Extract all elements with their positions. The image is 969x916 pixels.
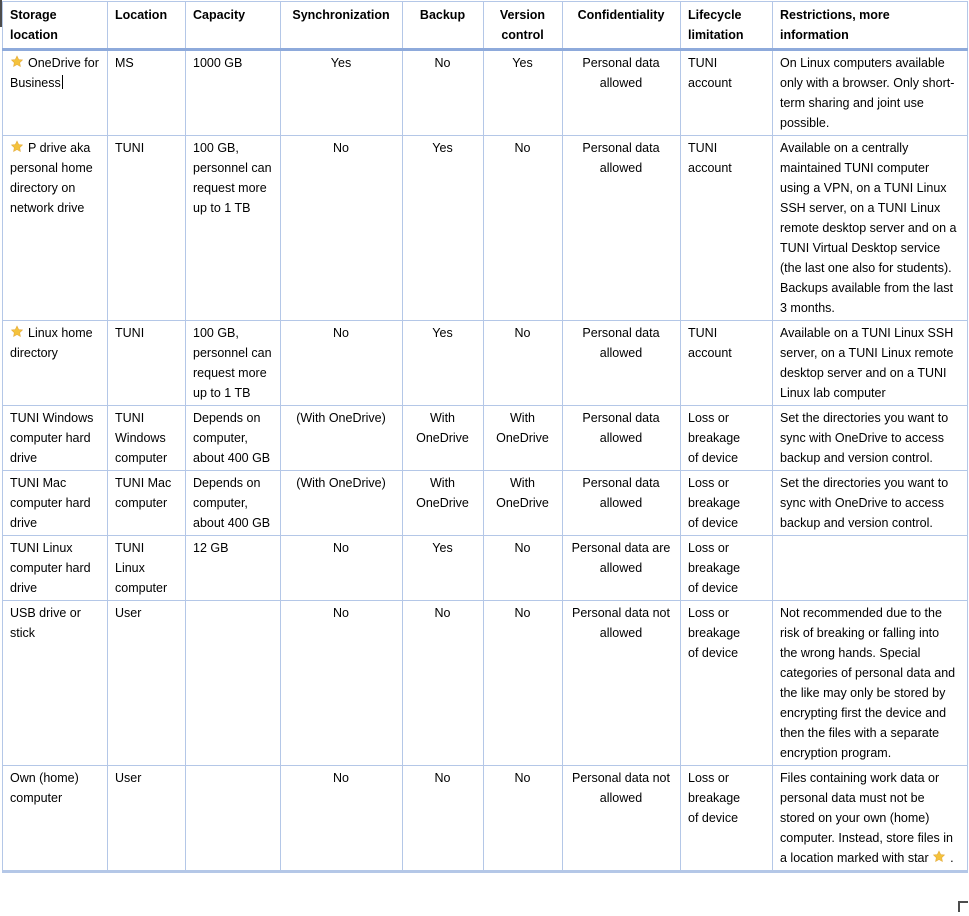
- cell-synchronization[interactable]: No: [281, 766, 403, 872]
- cell-location[interactable]: MS: [108, 50, 186, 136]
- cell-location[interactable]: User: [108, 601, 186, 766]
- header-location[interactable]: Location: [108, 2, 186, 50]
- cell-lifecycle[interactable]: Loss or breakage of device: [681, 471, 773, 536]
- star-icon: [932, 849, 946, 862]
- table-row: [3, 471, 968, 536]
- table-row: [3, 321, 968, 406]
- storage-label: TUNI Mac computer hard drive: [10, 476, 91, 530]
- cell-storage[interactable]: [3, 601, 108, 766]
- cell-capacity[interactable]: 1000 GB: [186, 50, 281, 136]
- cell-synchronization[interactable]: No: [281, 536, 403, 601]
- cell-location[interactable]: TUNI: [108, 321, 186, 406]
- cell-lifecycle[interactable]: Loss or breakage of device: [681, 601, 773, 766]
- storage-locations-table: [2, 1, 968, 873]
- cell-lifecycle[interactable]: TUNI account: [681, 321, 773, 406]
- cell-version_control[interactable]: No: [484, 766, 563, 872]
- restrictions-text: Files containing work data or personal data must not be stored on your own (home) computer. Instead, store files in a location marked with star: [780, 771, 954, 865]
- cell-lifecycle[interactable]: Loss or breakage of device: [681, 766, 773, 872]
- restrictions-text: Available on a centrally maintained TUNI computer using a VPN, on a TUNI Linux SSH server, on a TUNI Linux remote desktop server and on a TUNI Virtual Desktop service (the last one also for students). Backups available from the last 3 months.: [780, 141, 957, 315]
- cell-capacity[interactable]: 100 GB, personnel can request more up to 1 TB: [186, 321, 281, 406]
- page-edge-artifact: [0, 0, 2, 27]
- table-row: [3, 136, 968, 321]
- header-backup[interactable]: Backup: [403, 2, 484, 50]
- cell-confidentiality[interactable]: Personal data allowed: [563, 406, 681, 471]
- star-icon: [10, 54, 24, 67]
- cell-backup[interactable]: Yes: [403, 136, 484, 321]
- cell-storage[interactable]: [3, 136, 108, 321]
- cell-backup[interactable]: No: [403, 766, 484, 872]
- header-capacity[interactable]: Capacity: [186, 2, 281, 50]
- header-synchronization[interactable]: Synchronization: [281, 2, 403, 50]
- cell-version_control[interactable]: With OneDrive: [484, 471, 563, 536]
- cell-capacity[interactable]: Depends on computer, about 400 GB: [186, 471, 281, 536]
- cell-lifecycle[interactable]: Loss or breakage of device: [681, 406, 773, 471]
- cell-lifecycle[interactable]: TUNI account: [681, 50, 773, 136]
- star-icon: [10, 139, 24, 152]
- cell-restrictions[interactable]: [773, 471, 968, 536]
- cell-version_control[interactable]: No: [484, 321, 563, 406]
- header-restrictions[interactable]: Restrictions, more information: [773, 2, 968, 50]
- cell-storage[interactable]: [3, 406, 108, 471]
- cell-restrictions[interactable]: [773, 536, 968, 601]
- table-header: [3, 2, 968, 50]
- header-confidentiality[interactable]: Confidentiality: [563, 2, 681, 50]
- restrictions-text: Set the directories you want to sync with OneDrive to access backup and version control.: [780, 476, 949, 530]
- cell-storage[interactable]: [3, 321, 108, 406]
- cell-confidentiality[interactable]: Personal data allowed: [563, 136, 681, 321]
- header-version-control[interactable]: Version control: [484, 2, 563, 50]
- cell-capacity[interactable]: 12 GB: [186, 536, 281, 601]
- cell-lifecycle[interactable]: Loss or breakage of device: [681, 536, 773, 601]
- star-icon: [10, 324, 24, 337]
- restrictions-text: On Linux computers available only with a browser. Only short-term sharing and joint use possible.: [780, 56, 955, 130]
- storage-label: TUNI Windows computer hard drive: [10, 411, 94, 465]
- cell-capacity[interactable]: [186, 601, 281, 766]
- table-row: [3, 50, 968, 136]
- cell-storage[interactable]: [3, 471, 108, 536]
- storage-label: USB drive or stick: [10, 606, 81, 640]
- cell-restrictions[interactable]: [773, 601, 968, 766]
- storage-label: Linux home directory: [10, 326, 93, 360]
- restrictions-text: Set the directories you want to sync with OneDrive to access backup and version control.: [780, 411, 949, 465]
- cell-confidentiality[interactable]: Personal data allowed: [563, 321, 681, 406]
- cell-synchronization[interactable]: No: [281, 136, 403, 321]
- storage-label: OneDrive for Business: [10, 56, 99, 90]
- cell-restrictions[interactable]: Files containing work data or personal data must not be stored on your own (home) computer. Instead, store files in a location marked with star .: [773, 766, 968, 872]
- cell-synchronization[interactable]: No: [281, 321, 403, 406]
- cell-restrictions[interactable]: [773, 136, 968, 321]
- storage-label: Own (home) computer: [10, 771, 79, 805]
- cell-synchronization[interactable]: (With OneDrive): [281, 406, 403, 471]
- header-lifecycle-limitation[interactable]: Lifecycle limitation: [681, 2, 773, 50]
- cell-storage[interactable]: [3, 536, 108, 601]
- table-body: [3, 50, 968, 872]
- table-row: [3, 601, 968, 766]
- cell-synchronization[interactable]: No: [281, 601, 403, 766]
- cell-synchronization[interactable]: (With OneDrive): [281, 471, 403, 536]
- cell-backup[interactable]: No: [403, 50, 484, 136]
- header-storage-location[interactable]: Storage location: [3, 2, 108, 50]
- cell-restrictions[interactable]: [773, 50, 968, 136]
- cell-version_control[interactable]: No: [484, 601, 563, 766]
- cell-backup[interactable]: With OneDrive: [403, 471, 484, 536]
- cell-backup[interactable]: With OneDrive: [403, 406, 484, 471]
- cell-confidentiality[interactable]: Personal data allowed: [563, 50, 681, 136]
- restrictions-text: Not recommended due to the risk of breaking or falling into the wrong hands. Special categories of personal data and the like may only be stored by encrypting first the device and then the files with a separate encryption program.: [780, 606, 956, 760]
- cell-capacity[interactable]: 100 GB, personnel can request more up to 1 TB: [186, 136, 281, 321]
- table-row: [3, 406, 968, 471]
- cell-restrictions[interactable]: [773, 406, 968, 471]
- cell-backup[interactable]: No: [403, 601, 484, 766]
- storage-label: P drive aka personal home directory on network drive: [10, 141, 93, 215]
- cell-backup[interactable]: Yes: [403, 321, 484, 406]
- cell-confidentiality[interactable]: Personal data not allowed: [563, 766, 681, 872]
- cell-version_control[interactable]: Yes: [484, 50, 563, 136]
- storage-label: TUNI Linux computer hard drive: [10, 541, 91, 595]
- table-row: [3, 766, 968, 872]
- cell-capacity[interactable]: Depends on computer, about 400 GB: [186, 406, 281, 471]
- table-resize-handle[interactable]: [958, 901, 968, 912]
- cell-location[interactable]: TUNI Windows computer: [108, 406, 186, 471]
- restrictions-text: Available on a TUNI Linux SSH server, on a TUNI Linux remote desktop server and on a TUNI Linux lab computer: [780, 326, 954, 400]
- text-cursor: [62, 75, 63, 89]
- cell-storage[interactable]: [3, 50, 108, 136]
- cell-restrictions[interactable]: [773, 321, 968, 406]
- cell-version_control[interactable]: No: [484, 536, 563, 601]
- cell-confidentiality[interactable]: Personal data are allowed: [563, 536, 681, 601]
- cell-version_control[interactable]: No: [484, 136, 563, 321]
- cell-location[interactable]: TUNI Mac computer: [108, 471, 186, 536]
- cell-lifecycle[interactable]: TUNI account: [681, 136, 773, 321]
- cell-capacity[interactable]: [186, 766, 281, 872]
- cell-backup[interactable]: Yes: [403, 536, 484, 601]
- cell-version_control[interactable]: With OneDrive: [484, 406, 563, 471]
- cell-location[interactable]: User: [108, 766, 186, 872]
- table-row: [3, 536, 968, 601]
- cell-confidentiality[interactable]: Personal data allowed: [563, 471, 681, 536]
- cell-storage[interactable]: [3, 766, 108, 872]
- cell-location[interactable]: TUNI Linux computer: [108, 536, 186, 601]
- header-row: [3, 2, 968, 50]
- cell-location[interactable]: TUNI: [108, 136, 186, 321]
- cell-confidentiality[interactable]: Personal data not allowed: [563, 601, 681, 766]
- cell-synchronization[interactable]: Yes: [281, 50, 403, 136]
